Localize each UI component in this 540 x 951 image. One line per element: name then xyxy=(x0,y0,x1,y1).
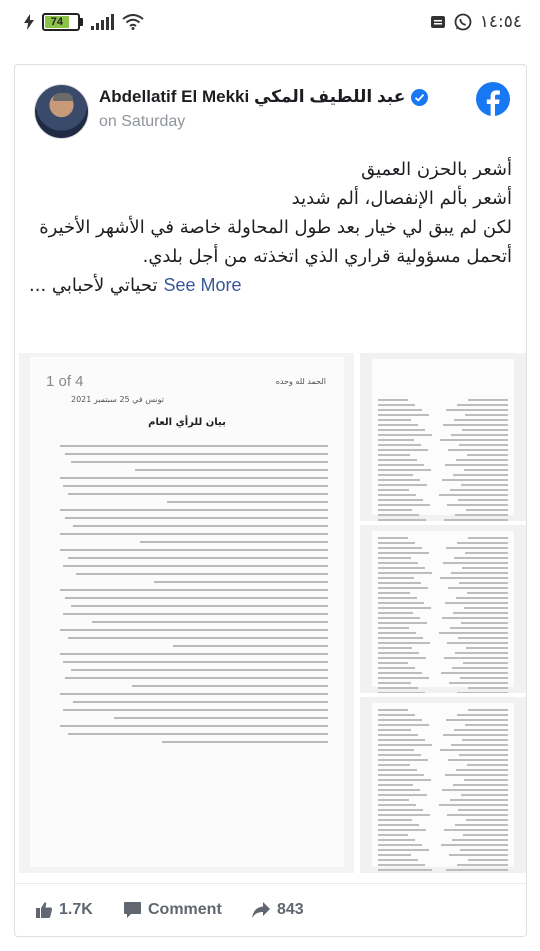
thumb-text-row xyxy=(378,504,508,506)
verified-badge-icon xyxy=(411,89,428,106)
thumb-text-row xyxy=(378,547,508,549)
doc-header-right: الحمد لله وحده xyxy=(275,377,326,386)
thumb-text-row xyxy=(378,567,508,569)
see-more-link[interactable]: See More xyxy=(163,275,242,295)
thumb-text-row xyxy=(378,662,508,664)
thumb-text-row xyxy=(378,444,508,446)
doc-text-line xyxy=(135,469,328,471)
doc-text-line xyxy=(65,453,328,455)
doc-text-line xyxy=(60,445,328,447)
thumb-text-row xyxy=(378,652,508,654)
thumb-text-row xyxy=(378,809,508,811)
thumb-text-row xyxy=(378,479,508,481)
thumb-text-row xyxy=(378,552,508,554)
thumb-text-row xyxy=(378,759,508,761)
doc-text-line xyxy=(154,581,328,583)
thumb-text-row xyxy=(378,672,508,674)
thumb-text-row xyxy=(378,404,508,406)
thumb-text-row xyxy=(378,834,508,836)
thumb-text-row xyxy=(378,667,508,669)
doc-text-line xyxy=(60,693,328,695)
share-count: 843 xyxy=(277,901,304,918)
doc-text-line xyxy=(60,477,328,479)
thumb-text-row xyxy=(378,434,508,436)
thumb-text-row xyxy=(378,557,508,559)
doc-text-line xyxy=(167,501,328,503)
post-last-line xyxy=(29,271,512,300)
bolt-icon xyxy=(24,14,34,30)
thumb-text-row xyxy=(378,657,508,659)
status-left xyxy=(24,13,144,31)
thumb-text-row xyxy=(378,764,508,766)
doc-text-line xyxy=(73,525,328,527)
doc-text-line xyxy=(60,549,328,551)
wifi-icon xyxy=(122,14,144,30)
thumb-text-row xyxy=(378,709,508,711)
like-count: 1.7K xyxy=(59,901,93,918)
post-actions xyxy=(15,891,526,931)
attachment-main-image[interactable] xyxy=(19,353,354,873)
thumb-text-row xyxy=(378,632,508,634)
thumb-text-row xyxy=(378,592,508,594)
comment-button[interactable] xyxy=(123,901,222,919)
thumb-text-row xyxy=(378,424,508,426)
doc-text-line xyxy=(140,541,328,543)
footer-divider xyxy=(15,883,526,884)
thumb-text-row xyxy=(378,572,508,574)
thumb-text-row xyxy=(378,509,508,511)
thumb-text-row xyxy=(378,754,508,756)
doc-text-line xyxy=(68,637,328,639)
post-line-1: أشعر بالحزن العميق xyxy=(361,159,512,180)
thumb-text-row xyxy=(378,869,508,871)
post-line-5: تحياتي لأحبابي ... xyxy=(29,275,158,296)
thumb-text-row xyxy=(378,622,508,624)
thumb-text-row xyxy=(378,587,508,589)
doc-text-line xyxy=(68,557,328,559)
doc-text-line xyxy=(60,653,328,655)
doc-text-line xyxy=(73,701,328,703)
attachment-thumb-3[interactable] xyxy=(360,697,526,873)
thumb-text-row xyxy=(378,724,508,726)
thumb-text-row xyxy=(378,489,508,491)
thumb-text-row xyxy=(378,464,508,466)
author-name[interactable]: Abdellatif El Mekki عبد اللطيف المكي xyxy=(99,87,406,106)
post-line-4: أتحمل مسؤولية قراري الذي اتخذته من أجل بلدي. xyxy=(142,246,512,267)
post-card xyxy=(14,64,527,937)
thumb-text-row xyxy=(378,844,508,846)
battery-icon xyxy=(42,13,83,31)
comment-label: Comment xyxy=(148,901,222,918)
status-clock: ١٤:٥٤ xyxy=(479,12,522,32)
thumb-text-row xyxy=(378,739,508,741)
thumb-text-row xyxy=(378,494,508,496)
doc-text-line xyxy=(92,621,328,623)
thumb-text-row xyxy=(378,849,508,851)
doc-text-line xyxy=(65,517,328,519)
thumb-text-row xyxy=(378,642,508,644)
thumb-text-row xyxy=(378,729,508,731)
avatar[interactable] xyxy=(34,84,89,139)
thumb-text-row xyxy=(378,819,508,821)
thumb-text-row xyxy=(378,612,508,614)
thumb-text-row xyxy=(378,769,508,771)
doc-text-line xyxy=(63,613,328,615)
thumb-text-row xyxy=(378,414,508,416)
thumb-text-row xyxy=(378,864,508,866)
facebook-logo-icon[interactable] xyxy=(476,82,510,116)
thumb-text-row xyxy=(378,459,508,461)
comment-icon xyxy=(123,901,142,919)
doc-text-line xyxy=(114,717,328,719)
doc-text-line xyxy=(68,493,328,495)
thumb-text-row xyxy=(378,607,508,609)
thumb-text-row xyxy=(378,804,508,806)
thumb-text-row xyxy=(378,692,508,693)
thumb-text-row xyxy=(378,627,508,629)
like-icon xyxy=(35,901,53,919)
doc-text-line xyxy=(63,661,328,663)
thumb-text-row xyxy=(378,577,508,579)
thumb-text-row xyxy=(378,719,508,721)
post-line-3: لكن لم يبق لي خيار بعد طول المحاولة خاصة في الأشهر الأخيرة xyxy=(39,217,512,238)
thumb-text-row xyxy=(378,429,508,431)
post-header xyxy=(15,65,526,145)
battery-level: 74 xyxy=(45,16,69,28)
thumb-text-row xyxy=(378,542,508,544)
doc-text-line xyxy=(76,573,328,575)
thumb-text-row xyxy=(378,854,508,856)
thumb-text-row xyxy=(378,499,508,501)
thumb-text-row xyxy=(378,439,508,441)
thumb-text-row xyxy=(378,562,508,564)
thumb-text-row xyxy=(378,829,508,831)
like-button[interactable] xyxy=(35,901,93,919)
thumb-text-row xyxy=(378,597,508,599)
post-text xyxy=(29,155,512,300)
thumb-text-row xyxy=(378,687,508,689)
doc-text-line xyxy=(71,461,328,463)
thumb-text-row xyxy=(378,714,508,716)
signal-icon xyxy=(91,14,114,30)
thumb-text-row xyxy=(378,582,508,584)
doc-text-line xyxy=(68,733,328,735)
thumb-text-row xyxy=(378,814,508,816)
thumb-text-row xyxy=(378,824,508,826)
thumb-text-row xyxy=(378,744,508,746)
thumb-text-row xyxy=(378,409,508,411)
status-right xyxy=(430,12,522,32)
attachment-thumb-1[interactable] xyxy=(360,353,526,521)
thumb-text-row xyxy=(378,794,508,796)
doc-text-line xyxy=(60,589,328,591)
thumb-text-row xyxy=(378,469,508,471)
thumb-text-row xyxy=(378,774,508,776)
thumb-text-row xyxy=(378,784,508,786)
doc-body-lines xyxy=(60,445,328,749)
thumb-text-row xyxy=(378,537,508,539)
thumb-text-row xyxy=(378,519,508,521)
doc-text-line xyxy=(173,645,328,647)
doc-text-line xyxy=(65,677,328,679)
doc-text-line xyxy=(71,669,328,671)
thumb-text-row xyxy=(378,399,508,401)
doc-text-line xyxy=(60,509,328,511)
doc-text-line xyxy=(63,485,328,487)
status-bar xyxy=(0,0,540,44)
doc-text-line xyxy=(60,533,328,535)
thumb-text-row xyxy=(378,682,508,684)
doc-text-line xyxy=(60,725,328,727)
thumb-text-row xyxy=(378,454,508,456)
thumb-text-row xyxy=(378,602,508,604)
thumb-text-row xyxy=(378,647,508,649)
doc-text-line xyxy=(65,597,328,599)
thumb-text-row xyxy=(378,749,508,751)
attachment-thumb-2[interactable] xyxy=(360,525,526,693)
thumb-text-row xyxy=(378,617,508,619)
thumb-text-row xyxy=(378,799,508,801)
thumb-text-row xyxy=(378,419,508,421)
thumb-text-row xyxy=(378,839,508,841)
share-button[interactable] xyxy=(251,901,304,919)
thumb-text-row xyxy=(378,789,508,791)
thumb-text-row xyxy=(378,859,508,861)
doc-text-line xyxy=(60,629,328,631)
doc-text-line xyxy=(63,709,328,711)
page-counter: 1 of 4 xyxy=(46,373,84,390)
thumb-text-row xyxy=(378,449,508,451)
message-icon xyxy=(430,14,446,30)
thumb-text-row xyxy=(378,514,508,516)
whatsapp-icon xyxy=(454,13,472,31)
thumb-text-row xyxy=(378,637,508,639)
post-time[interactable]: on Saturday xyxy=(99,113,186,130)
doc-text-line xyxy=(71,605,328,607)
thumb-text-row xyxy=(378,734,508,736)
thumb-text-row xyxy=(378,484,508,486)
doc-date: تونس في 25 سبتمبر 2021 xyxy=(71,395,164,404)
thumb-text-row xyxy=(378,779,508,781)
post-line-2: أشعر بألم الإنفصال، ألم شديد xyxy=(291,188,512,209)
thumb-text-row xyxy=(378,677,508,679)
doc-text-line xyxy=(162,741,328,743)
share-arrow-icon xyxy=(251,901,271,919)
doc-text-line xyxy=(132,685,328,687)
thumb-text-row xyxy=(378,474,508,476)
author-row xyxy=(99,87,428,107)
doc-title: بيان للرأي العام xyxy=(148,417,226,428)
document-page xyxy=(30,357,344,867)
doc-text-line xyxy=(63,565,328,567)
